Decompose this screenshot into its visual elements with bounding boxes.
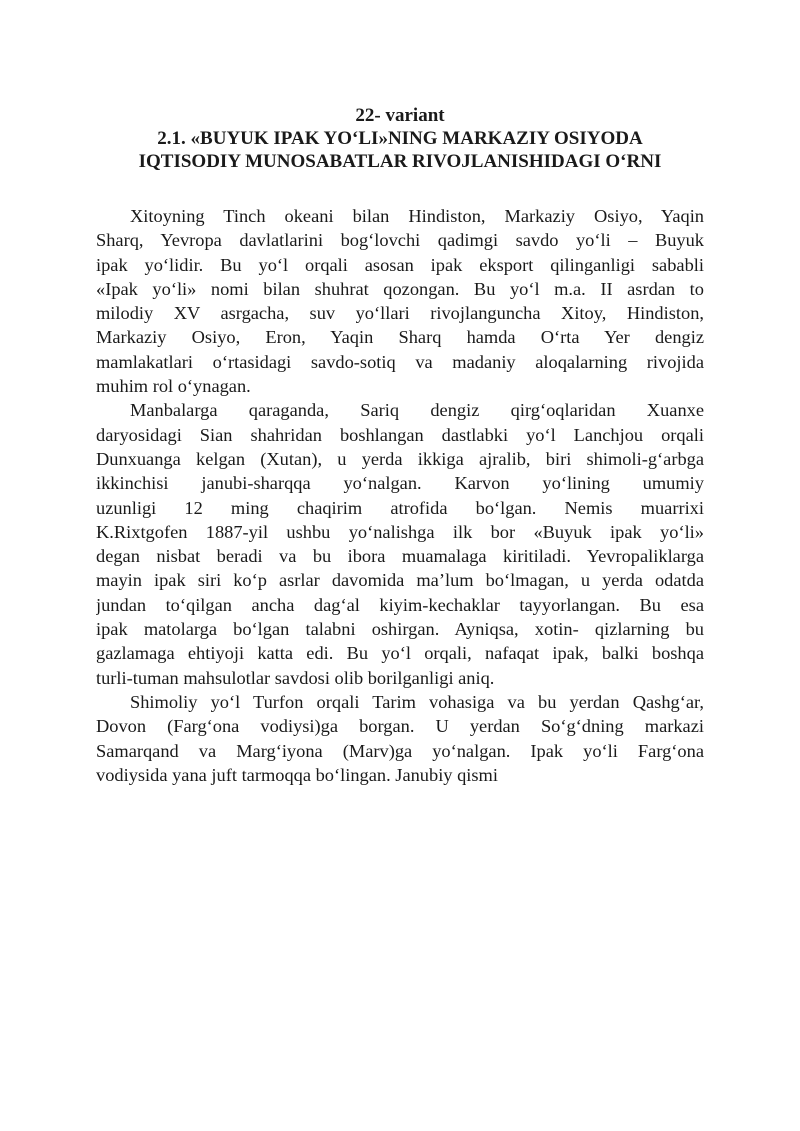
text-line: jundan to‘qilgan ancha dag‘al kiyim-kechaklar tayyorlangan. Bu esa [96,594,704,615]
text-line: «Ipak yo‘li» nomi bilan shuhrat qozongan. Bu yo‘l m.a. II asrdan to [96,278,704,299]
text-line: ikkinchisi janubi-sharqqa yo‘nalgan. Karvon yo‘lining umumiy [96,473,704,494]
text-line: daryosidagi Sian shahridan boshlangan dastlabki yo‘l Lanchjou orqali [96,424,704,445]
text-line: K.Rixtgofen 1887-yil ushbu yo‘nalishga ilk bor «Buyuk ipak yo‘li» [96,521,704,542]
body-text [96,204,704,787]
text-line: turli-tuman mahsulotlar savdosi olib borilganligi aniq. [96,667,495,688]
text-line: degan nisbat beradi va bu ibora muamalaga kiritiladi. Yevropaliklarga [96,546,704,567]
text-line: mayin ipak siri ko‘p asrlar davomida ma’lum bo‘lmagan, u yerda odatda [96,570,704,591]
text-line: gazlamaga ehtiyoji katta edi. Bu yo‘l orqali, nafaqat ipak, balki boshqa [96,643,704,664]
paragraph-1 [96,204,704,398]
text-line: muhim rol o‘ynagan. [96,376,251,397]
paragraph-2 [96,398,704,690]
text-line: Sharq, Yevropa davlatlarini bog‘lovchi qadimgi savdo yo‘li – Buyuk [96,230,704,251]
text-line: uzunligi 12 ming chaqirim atrofida bo‘lgan. Nemis muarrixi [96,497,704,518]
text-line: milodiy XV asrgacha, suv yo‘llari rivojlanguncha Xitoy, Hindiston, [96,303,704,324]
text-line: Dovon (Farg‘ona vodiysi)ga borgan. U yerdan So‘g‘dning markazi [96,716,704,737]
text-line: Markaziy Osiyo, Eron, Yaqin Sharq hamda O‘rta Yer dengiz [96,327,704,348]
heading-block [96,104,704,173]
text-line: Manbalarga qaraganda, Sariq dengiz qirg‘oqlaridan Xuanxe [130,400,704,421]
text-line: Dunxuanga kelgan (Xutan), u yerda ikkiga ajralib, biri shimoli-g‘arbga [96,448,704,469]
variant-label: 22- variant [355,105,445,126]
text-line: vodiysida yana juft tarmoqqa bo‘lingan. Janubiy qismi [96,764,498,785]
text-line: Xitoyning Tinch okeani bilan Hindiston, Markaziy Osiyo, Yaqin [130,206,704,226]
text-line: Shimoliy yo‘l Turfon orqali Tarim vohasiga va bu yerdan Qashg‘ar, [130,691,704,712]
paragraph-3 [96,690,704,787]
text-line: ipak yo‘lidir. Bu yo‘l orqali asosan ipak eksport qilinganligi sababli [96,254,704,275]
text-line: Samarqand va Marg‘iyona (Marv)ga yo‘nalgan. Ipak yo‘li Farg‘ona [96,740,704,761]
text-line: ipak matolarga bo‘lgan talabni oshirgan. Ayniqsa, xotin- qizlarning bu [96,619,704,640]
section-title-line-1: 2.1. «BUYUK IPAK YO‘LI»NING MARKAZIY OSIYODA [157,128,643,149]
text-line: mamlakatlari o‘rtasidagi savdo-sotiq va madaniy aloqalarning rivojida [96,351,704,372]
section-title-line-2: IQTISODIY MUNOSABATLAR RIVOJLANISHIDAGI O‘RNI [138,151,662,172]
